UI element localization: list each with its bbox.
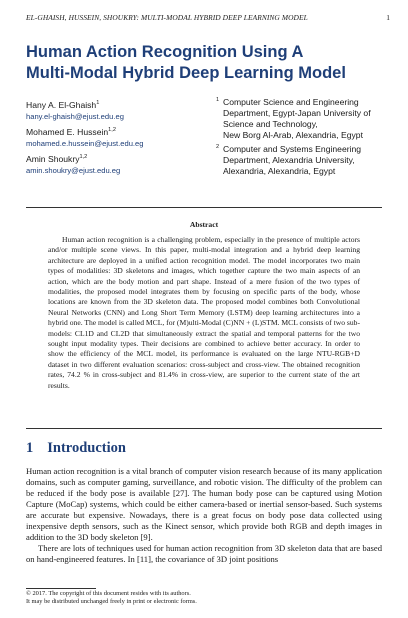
paper-title <box>26 42 386 84</box>
section-heading <box>26 440 326 457</box>
introduction-body <box>26 466 382 565</box>
running-header <box>26 13 390 22</box>
abstract-heading: Abstract <box>189 220 219 229</box>
author-name: Hany A. El-Ghaish$^1$ <box>26 99 100 110</box>
abstract-text: Human action recognition is a challenging problem, especially in the presence of multiple actors and/or multiple scene views. In this paper, multi-modal integration and a hybrid deep learning architecture are deployed in a unified action recognition model. The model incorporates two main types of modalities: 3D skeletons and images, which together capture the two main aspects of an action, which are the body motion and part shape. Instead of a mere fusion of the two types of modalities, the proposed model integrates them by focusing on specific parts of the body, whose locations are known from the 3D skeleton data. The proposed model combines both Convolutional Neural Networks (CNN) and Long Short Term Memory (LSTM) deep learning architectures into a hybrid one. The model is called MCL, for (M)ulti-Modal (C)NN + (L)STM. MCL consists of two sub-models: CL1D and CL2D that simultaneously extract the spatial and temporal patterns for the two sought input modality types. Their decisions are combined to achieve better accuracy. In order to show the efficiency of the MCL model, its performance is evaluated on the large NTU-RGB+D dataset in two different evaluation scenarios: cross-subject and cross-view. The obtained recognition rates, 74.2 % in cross-subject and 81.4% in cross-view, are superior to the current state of the art results. <box>48 235 361 390</box>
affiliation-mark: 1 <box>216 97 220 103</box>
author-list <box>26 98 226 179</box>
affiliation-mark: 2 <box>216 144 220 150</box>
footnote-rule <box>26 588 96 589</box>
section-title: Introduction <box>47 440 126 456</box>
author-affiliation-mark: 1,2 <box>79 153 88 160</box>
divider <box>26 428 382 429</box>
running-title: EL-GHAISH, HUSSEIN, SHOUKRY: MULTI-MODAL HYBRID DEEP LEARNING MODEL <box>26 13 308 22</box>
title-line: Multi-Modal Hybrid Deep Learning Model <box>26 64 346 82</box>
author-email[interactable]: amin.shoukry@ejust.edu.eg <box>26 165 121 175</box>
author-name: Amin Shoukry$^{1,2}$ <box>26 153 88 164</box>
paragraph: Human action recognition is a vital branch of computer vision research because of its many application domains, such as computer gaming, surveillance, and robotic vision. The difficulty of the problem can be reduced if the body pose is available [27]. The human body pose can be captured using Motion Capture (MoCap) systems, which could be either camera-based or inertial sensor-based. Such systems are accurate but expensive. Nowadays, there is a great focus on body pose data collected using inexpensive depth sensors, such as the Kinect sensor, which provide both RGB and depth images in addition to the 3D body skeleton [9]. <box>26 466 382 542</box>
section-number: 1 <box>26 440 34 456</box>
author-affiliation-mark: 1 <box>96 100 100 106</box>
author-email[interactable]: hany.el-ghaish@ejust.edu.eg <box>26 111 124 121</box>
divider <box>26 207 382 208</box>
paragraph: There are lots of techniques used for human action recognition from 3D skeleton data that are based on hand-engineered features. In [11], the covariance of 3D joint positions <box>26 543 382 564</box>
affiliation-list <box>216 97 396 180</box>
author-affiliation-mark: 1,2 <box>108 126 116 133</box>
author-email[interactable]: mohamed.e.hussein@ejust.edu.eg <box>26 138 144 148</box>
affiliation: 1 Computer Science and Engineering Department, Egypt-Japan University of Science and Technology, New Borg Al-Arab, Alexandria, Egypt <box>216 97 371 140</box>
footnote-line: It may be distributed unchanged freely in print or electronic forms. <box>26 598 197 605</box>
copyright-footnote <box>26 590 386 606</box>
page-number: 1 <box>386 13 390 22</box>
footnote-line: © 2017. The copyright of this document resides with its authors. <box>26 590 191 597</box>
affiliation: 2 Computer and Systems Engineering Department, Alexandria University, Alexandria, Alexandria, Egypt <box>216 144 362 176</box>
title-line: Human Action Recognition Using A <box>26 43 304 61</box>
author-name: Mohamed E. Hussein$^{1,2}$ <box>26 126 116 137</box>
